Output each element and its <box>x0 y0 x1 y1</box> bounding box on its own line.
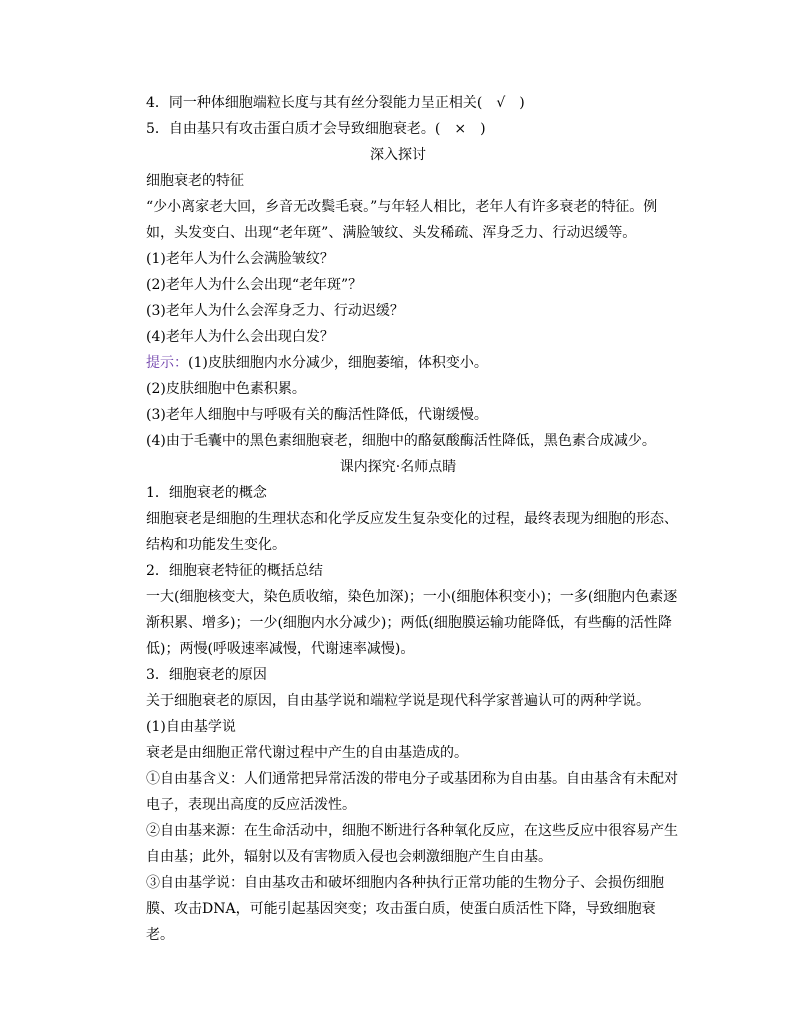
question-4: (4)老年人为什么会出现白发？ <box>146 329 334 345</box>
document-body <box>118 90 678 948</box>
question-1: (1)老年人为什么会满脸皱纹？ <box>146 251 334 267</box>
topic-3-title: 3．细胞衰老的原因 <box>146 667 267 683</box>
item-4: 4．同一种体细胞端粒长度与其有丝分裂能力呈正相关( √ ) <box>146 95 525 111</box>
topic-2-body: 一大(细胞核变大，染色质收缩，染色加深)；一小(细胞体积变小)；一多(细胞内色素逐渐积累、增多)；一少(细胞内水分减少)；两低(细胞膜运输功能降低，有些酶的活性降低)；两慢(呼吸速率减慢，代谢速率减慢)。 <box>146 589 678 657</box>
question-3: (3)老年人为什么会浑身乏力、行动迟缓？ <box>146 303 404 319</box>
answer-1: (1)皮肤细胞内水分减少，细胞萎缩，体积变小。 <box>188 355 488 371</box>
answer-2: (2)皮肤细胞中色素积累。 <box>146 381 306 397</box>
free-radical-source: ②自由基来源：在生命活动中，细胞不断进行各种氧化反应，在这些反应中很容易产生自由基；此外，辐射以及有害物质入侵也会刺激细胞产生自由基。 <box>146 823 678 865</box>
item-5: 5．自由基只有攻击蛋白质才会导致细胞衰老。( × ) <box>146 121 486 137</box>
answer-3: (3)老年人细胞中与呼吸有关的酶活性降低，代谢缓慢。 <box>146 407 488 423</box>
free-radical-definition: ①自由基含义：人们通常把异常活泼的带电分子或基团称为自由基。自由基含有未配对电子，表现出高度的反应活泼性。 <box>146 771 678 813</box>
intro-paragraph: “少小离家老大回，乡音无改鬓毛衰。”与年轻人相比，老年人有许多衰老的特征。例如，头发变白、出现“老年斑”、满脸皱纹、头发稀疏、浑身乏力、行动迟缓等。 <box>146 199 658 241</box>
section-heading-deep-discussion: 深入探讨 <box>370 147 426 163</box>
topic-1-title: 1．细胞衰老的概念 <box>146 485 267 501</box>
free-radical-theory: ③自由基学说：自由基攻击和破坏细胞内各种执行正常功能的生物分子、会损伤细胞膜、攻击DNA，可能引起基因突变；攻击蛋白质，使蛋白质活性下降，导致细胞衰老。 <box>146 875 664 943</box>
hint-label: 提示： <box>146 355 188 371</box>
topic-1-body: 细胞衰老是细胞的生理状态和化学反应发生复杂变化的过程，最终表现为细胞的形态、结构和功能发生变化。 <box>146 511 678 553</box>
question-2: (2)老年人为什么会出现“老年斑”？ <box>146 277 363 293</box>
topic-2-title: 2．细胞衰老特征的概括总结 <box>146 563 323 579</box>
topic-3-body: 关于细胞衰老的原因，自由基学说和端粒学说是现代科学家普遍认可的两种学说。 <box>146 693 650 709</box>
answer-1-line <box>118 350 678 376</box>
subtopic-1-body: 衰老是由细胞正常代谢过程中产生的自由基造成的。 <box>146 745 468 761</box>
section-heading-classroom: 课内探究·名师点睛 <box>339 459 457 475</box>
subtopic-1-title: (1)自由基学说 <box>146 719 236 735</box>
answer-4: (4)由于毛囊中的黑色素细胞衰老，细胞中的酪氨酸酶活性降低，黑色素合成减少。 <box>146 433 656 449</box>
topic-title: 细胞衰老的特征 <box>146 173 244 189</box>
